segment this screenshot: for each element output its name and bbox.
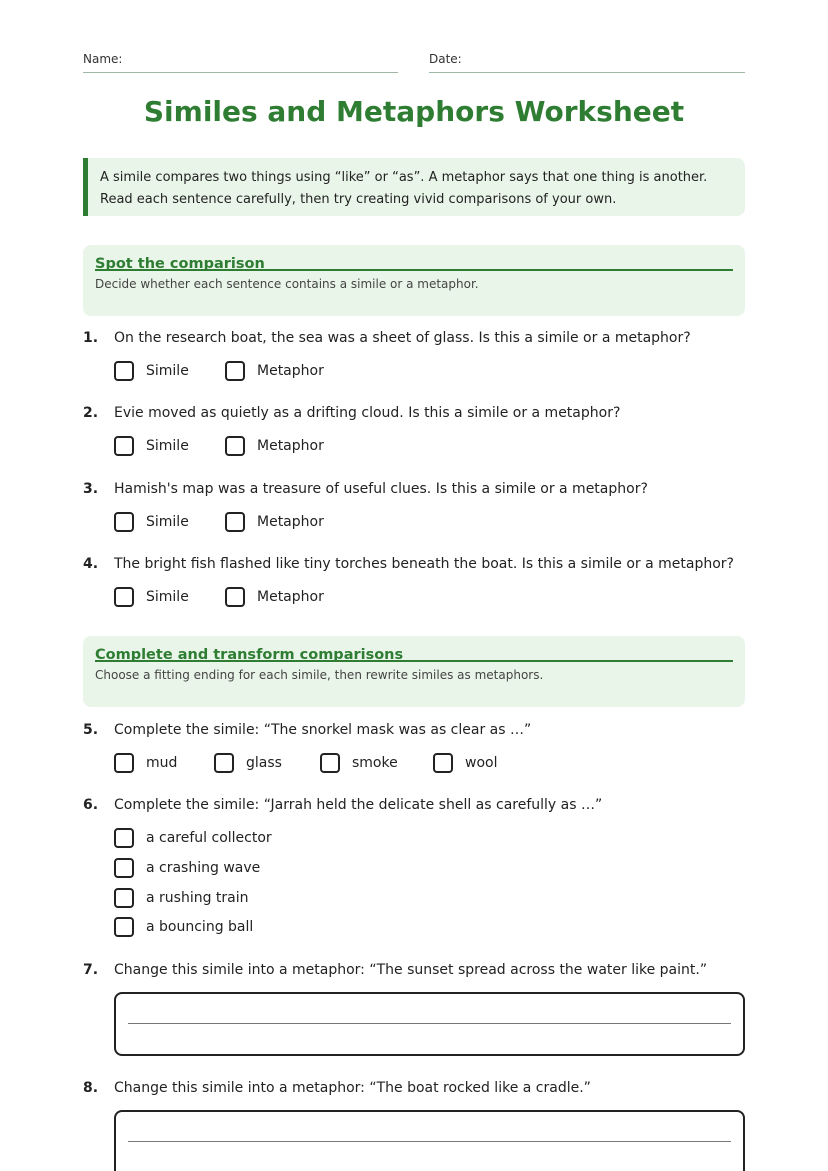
answer-line (128, 1023, 731, 1024)
checkbox-icon[interactable] (225, 436, 245, 456)
option-label: Metaphor (257, 438, 324, 454)
checkbox-icon[interactable] (114, 512, 134, 532)
intro-box: A simile compares two things using “like” or “as”. A metaphor says that one thing is another. Read each sentence carefully, then try creating vivid comparisons of your own. (83, 158, 745, 216)
question-text: Evie moved as quietly as a drifting cloud. Is this a simile or a metaphor? (114, 405, 621, 421)
option-label: Simile (146, 438, 189, 454)
question-text: Hamish's map was a treasure of useful clues. Is this a simile or a metaphor? (114, 481, 648, 497)
question-text: Change this simile into a metaphor: “The boat rocked like a cradle.” (114, 1080, 591, 1096)
question-number: 8. (83, 1080, 99, 1096)
option-label: a bouncing ball (146, 919, 254, 935)
section-spot-comparison (83, 245, 745, 316)
checkbox-icon[interactable] (114, 828, 134, 848)
section-complete-transform (83, 636, 745, 707)
checkbox-icon[interactable] (225, 512, 245, 532)
question-text: On the research boat, the sea was a sheet of glass. Is this a simile or a metaphor? (114, 330, 691, 346)
checkbox-icon[interactable] (114, 888, 134, 908)
name-date-row (83, 52, 745, 74)
option-label: wool (465, 755, 498, 771)
checkbox-icon[interactable] (114, 753, 134, 773)
section-title: Complete and transform comparisons (95, 636, 733, 662)
date-label: Date: (429, 52, 462, 66)
question-number: 1. (83, 330, 99, 346)
question-text: Complete the simile: “The snorkel mask was as clear as …” (114, 722, 532, 738)
option-label: Metaphor (257, 514, 324, 530)
name-label: Name: (83, 52, 123, 66)
section-title: Spot the comparison (95, 245, 733, 271)
option-label: a crashing wave (146, 860, 261, 876)
checkbox-icon[interactable] (114, 436, 134, 456)
option-label: a careful collector (146, 830, 272, 846)
checkbox-icon[interactable] (114, 917, 134, 937)
option-label: smoke (352, 755, 398, 771)
question-number: 4. (83, 556, 99, 572)
checkbox-icon[interactable] (214, 753, 234, 773)
section-subtitle: Decide whether each sentence contains a simile or a metaphor. (95, 277, 479, 291)
question-text: Complete the simile: “Jarrah held the delicate shell as carefully as …” (114, 797, 603, 813)
answer-line (128, 1141, 731, 1142)
question-text: The bright fish flashed like tiny torches beneath the boat. Is this a simile or a metaphor? (114, 556, 734, 572)
question-text: Change this simile into a metaphor: “The sunset spread across the water like paint.” (114, 962, 708, 978)
option-label: Simile (146, 514, 189, 530)
option-label: Metaphor (257, 589, 324, 605)
option-label: Simile (146, 363, 189, 379)
question-number: 6. (83, 797, 99, 813)
name-field[interactable] (83, 52, 398, 73)
option-label: Simile (146, 589, 189, 605)
question-number: 2. (83, 405, 99, 421)
checkbox-icon[interactable] (225, 361, 245, 381)
date-field[interactable] (429, 52, 745, 73)
checkbox-icon[interactable] (114, 858, 134, 878)
option-label: a rushing train (146, 890, 249, 906)
question-number: 7. (83, 962, 99, 978)
answer-box[interactable] (114, 1110, 745, 1171)
checkbox-icon[interactable] (114, 587, 134, 607)
question-number: 3. (83, 481, 99, 497)
question-number: 5. (83, 722, 99, 738)
checkbox-icon[interactable] (114, 361, 134, 381)
option-label: glass (246, 755, 282, 771)
page-title: Similes and Metaphors Worksheet (143, 95, 685, 128)
option-label: Metaphor (257, 363, 324, 379)
answer-box[interactable] (114, 992, 745, 1056)
checkbox-icon[interactable] (225, 587, 245, 607)
checkbox-icon[interactable] (320, 753, 340, 773)
option-label: mud (146, 755, 178, 771)
section-subtitle: Choose a fitting ending for each simile, then rewrite similes as metaphors. (95, 668, 544, 682)
checkbox-icon[interactable] (433, 753, 453, 773)
